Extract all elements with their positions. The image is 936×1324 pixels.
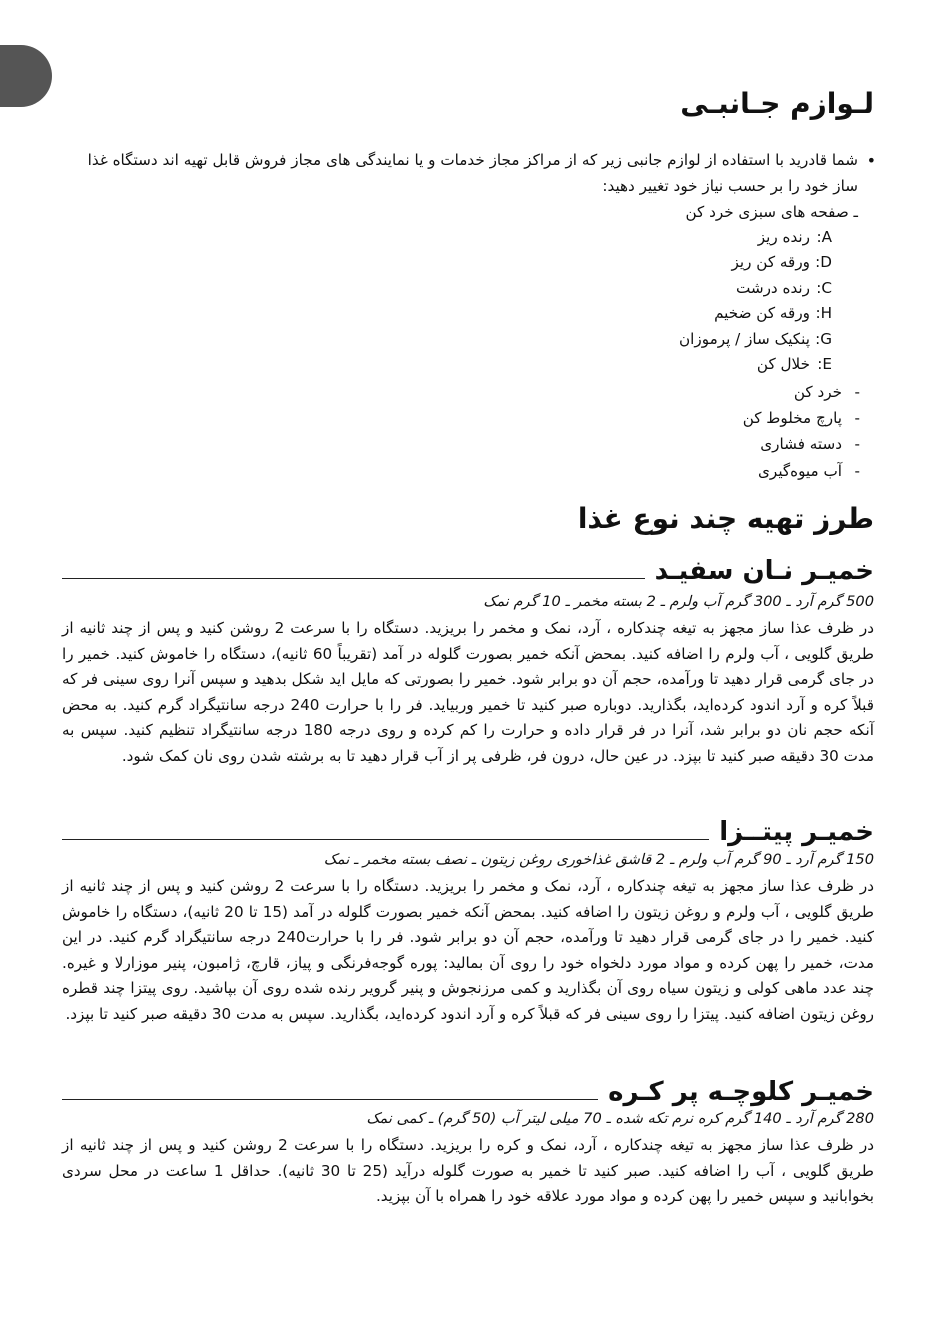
accessory-label: دسته فشاری	[760, 435, 842, 454]
recipes-title: طرز تهیه چند نوع غذا	[577, 502, 874, 535]
accessory-label: پارچ مخلوط کن	[742, 409, 842, 428]
list-item	[743, 380, 860, 406]
heading-rule	[62, 839, 709, 840]
recipe-instructions: در ظرف عذا ساز مجهز به تیغه چندکاره ، آرد، نمک و کره را بریزید. دستگاه را با سرعت 2 روشن کنید و پس از چند ثانیه از طریق گلویی ، آب را اضافه کنید. صبر کنید تا خمیر به صورت گلوله درآید (25 تا 30 ثانیه). حداقل 1 ساعت در محل سردی بخوابانید و سپس خمیر را پهن کرده و مواد مورد علاقه خود را همراه با آن بپزید.	[62, 1136, 875, 1206]
list-item	[679, 225, 832, 250]
dash-marker: -	[854, 435, 860, 454]
disc-code: C:	[816, 278, 832, 297]
disc-code: D:	[815, 253, 832, 272]
disc-list	[679, 225, 832, 377]
recipe-title: خمیـر کلوچـه پر کـره	[608, 1077, 874, 1107]
bullet-icon: •	[866, 151, 876, 170]
recipe-instructions: در ظرف عذا ساز مجهز به تیغه چندکاره ، آرد، نمک و مخمر را بریزید. دستگاه را با سرعت 2 روشن کنید و پس از چند ثانیه از طریق گلویی ، آب ولرم و روغن زیتون را اضافه کنید. بمحض آنکه خمیر بصورت گلوله در آمد (15 تا 20 ثانیه)، دستگاه را خاموش کنید. خمیر را در جای گرمی قرار دهید تا ورآمده، حجم آن دو برابر شود. فر را با حرارت240 درجه سانتیگراد گرم کنید. در این مدت، خمیر را پهن کرده و مواد مورد دلخواه خود را روی آن بمالید: پوره گوجه‌فرنگی و پیاز، قارچ، ژامبون، پنیر موزارلا و غیره. چند عدد ماهی کولی و زیتون سیاه روی آن بگذارید و کمی مرزنجوش و پنیر گرویر رنده شده روی آن بپاشید. روی پیتزا چند قطره روغن زیتون اضافه کنید. پیتزا را روی سینی فر که قبلاً کره و آرد اندود کرده‌اید، بگذارید. سپس به مدت 30 دقیقه صبر کنید تا بپزد.	[62, 877, 875, 1023]
dash-marker: -	[854, 383, 860, 401]
disc-code: H:	[815, 304, 832, 323]
page-tab-marker	[0, 45, 52, 107]
disc-code: E:	[817, 354, 832, 373]
accessory-label: آب میوه‌گیری	[758, 461, 842, 480]
disc-label: ورقه کن ریز	[731, 253, 810, 272]
list-item	[679, 301, 832, 326]
recipe-title: خمیـر نـان سفیـد	[654, 556, 874, 586]
accessories-title: لـوازم جـانبـی	[680, 87, 874, 120]
recipe-heading	[62, 812, 874, 852]
disc-label: خلال کن	[756, 354, 810, 373]
recipe-ingredients: 280 گرم آرد ـ 140 گرم کره نرم تکه شده ـ 70 میلی لیتر آب (50 گرم) ـ کمی نمک	[366, 1110, 874, 1127]
recipe-ingredients: 500 گرم آرد ـ 300 گرم آب ولرم ـ 2 بسته مخمر ـ 10 گرم نمک	[483, 593, 874, 610]
dash-marker: -	[854, 409, 860, 428]
list-item	[743, 432, 860, 458]
recipe-heading	[62, 1072, 874, 1112]
list-item	[679, 327, 832, 352]
heading-rule	[62, 578, 645, 579]
list-item	[743, 406, 860, 432]
recipe-heading	[62, 551, 874, 591]
list-item	[679, 352, 832, 377]
accessory-label: خرد کن	[793, 383, 842, 401]
disc-label: پنکیک ساز / پرموزان	[679, 329, 810, 348]
list-item	[679, 250, 832, 275]
recipe-ingredients: 150 گرم آرد ـ 90 گرم آب ولرم ـ 2 قاشق غذاخوری روغن زیتون ـ نصف بسته مخمر ـ نمک	[323, 851, 874, 868]
recipe-title: خمیـر پیتــزا	[719, 817, 874, 847]
list-item	[743, 459, 860, 485]
list-item	[679, 276, 832, 301]
heading-rule	[62, 1099, 598, 1100]
green-discs-heading: ـ صفحه های سبزی خرد کن	[685, 203, 858, 221]
dash-marker: -	[854, 461, 860, 480]
accessories-intro-text: شما قادرید با استفاده از لوازم جانبی زیر که از مراکز مجاز خدمات و یا نمایندگی های مجاز فروش قابل تهیه اند دستگاه غذا ساز خود را بر حسب نیاز خود تغییر دهید:	[87, 151, 858, 195]
disc-code: A:	[816, 228, 832, 246]
disc-label: رنده ریز	[757, 228, 810, 246]
disc-code: G:	[815, 329, 832, 348]
recipe-instructions: در ظرف عذا ساز مجهز به تیغه چندکاره ، آرد، نمک و مخمر را بریزید. دستگاه را با سرعت 2 روشن کنید و پس از چند ثانیه از طریق گلویی ، آب ولرم را اضافه کنید. بمحض آنکه خمیر بصورت گلوله در آمد (تقریباً 60 ثانیه)، دستگاه را خاموش کنید. خمیر را در جای گرمی قرار دهید تا ورآمده، حجم آن دو برابر شود. خمیر را بصورتی که مایل اید شکل بدهید و سپس آنرا روی سینی فر که قبلاً کره و آرد اندود کرده‌اید، بگذارید. دوباره صبر کنید تا خمیر وربیاید. فر را با حرارت 240 درجه سانتیگراد گرم کنید. به محض آنکه حجم نان دو برابر شد، آنرا در فر قرار داده و حرارت را کم کرده و روی درجه 180 درجه سانتیگراد تنظیم کنید. سپس به مدت 30 دقیقه صبر کنید تا بپزد. در عین حال، درون فر، ظرفی پر از آب قرار دهید تا به برشته شدن روی نان کمک شود.	[62, 619, 874, 765]
accessories-intro	[62, 148, 874, 199]
disc-label: ورقه کن ضخیم	[714, 304, 810, 323]
disc-label: رنده درشت	[735, 278, 810, 297]
accessory-list	[743, 380, 860, 485]
